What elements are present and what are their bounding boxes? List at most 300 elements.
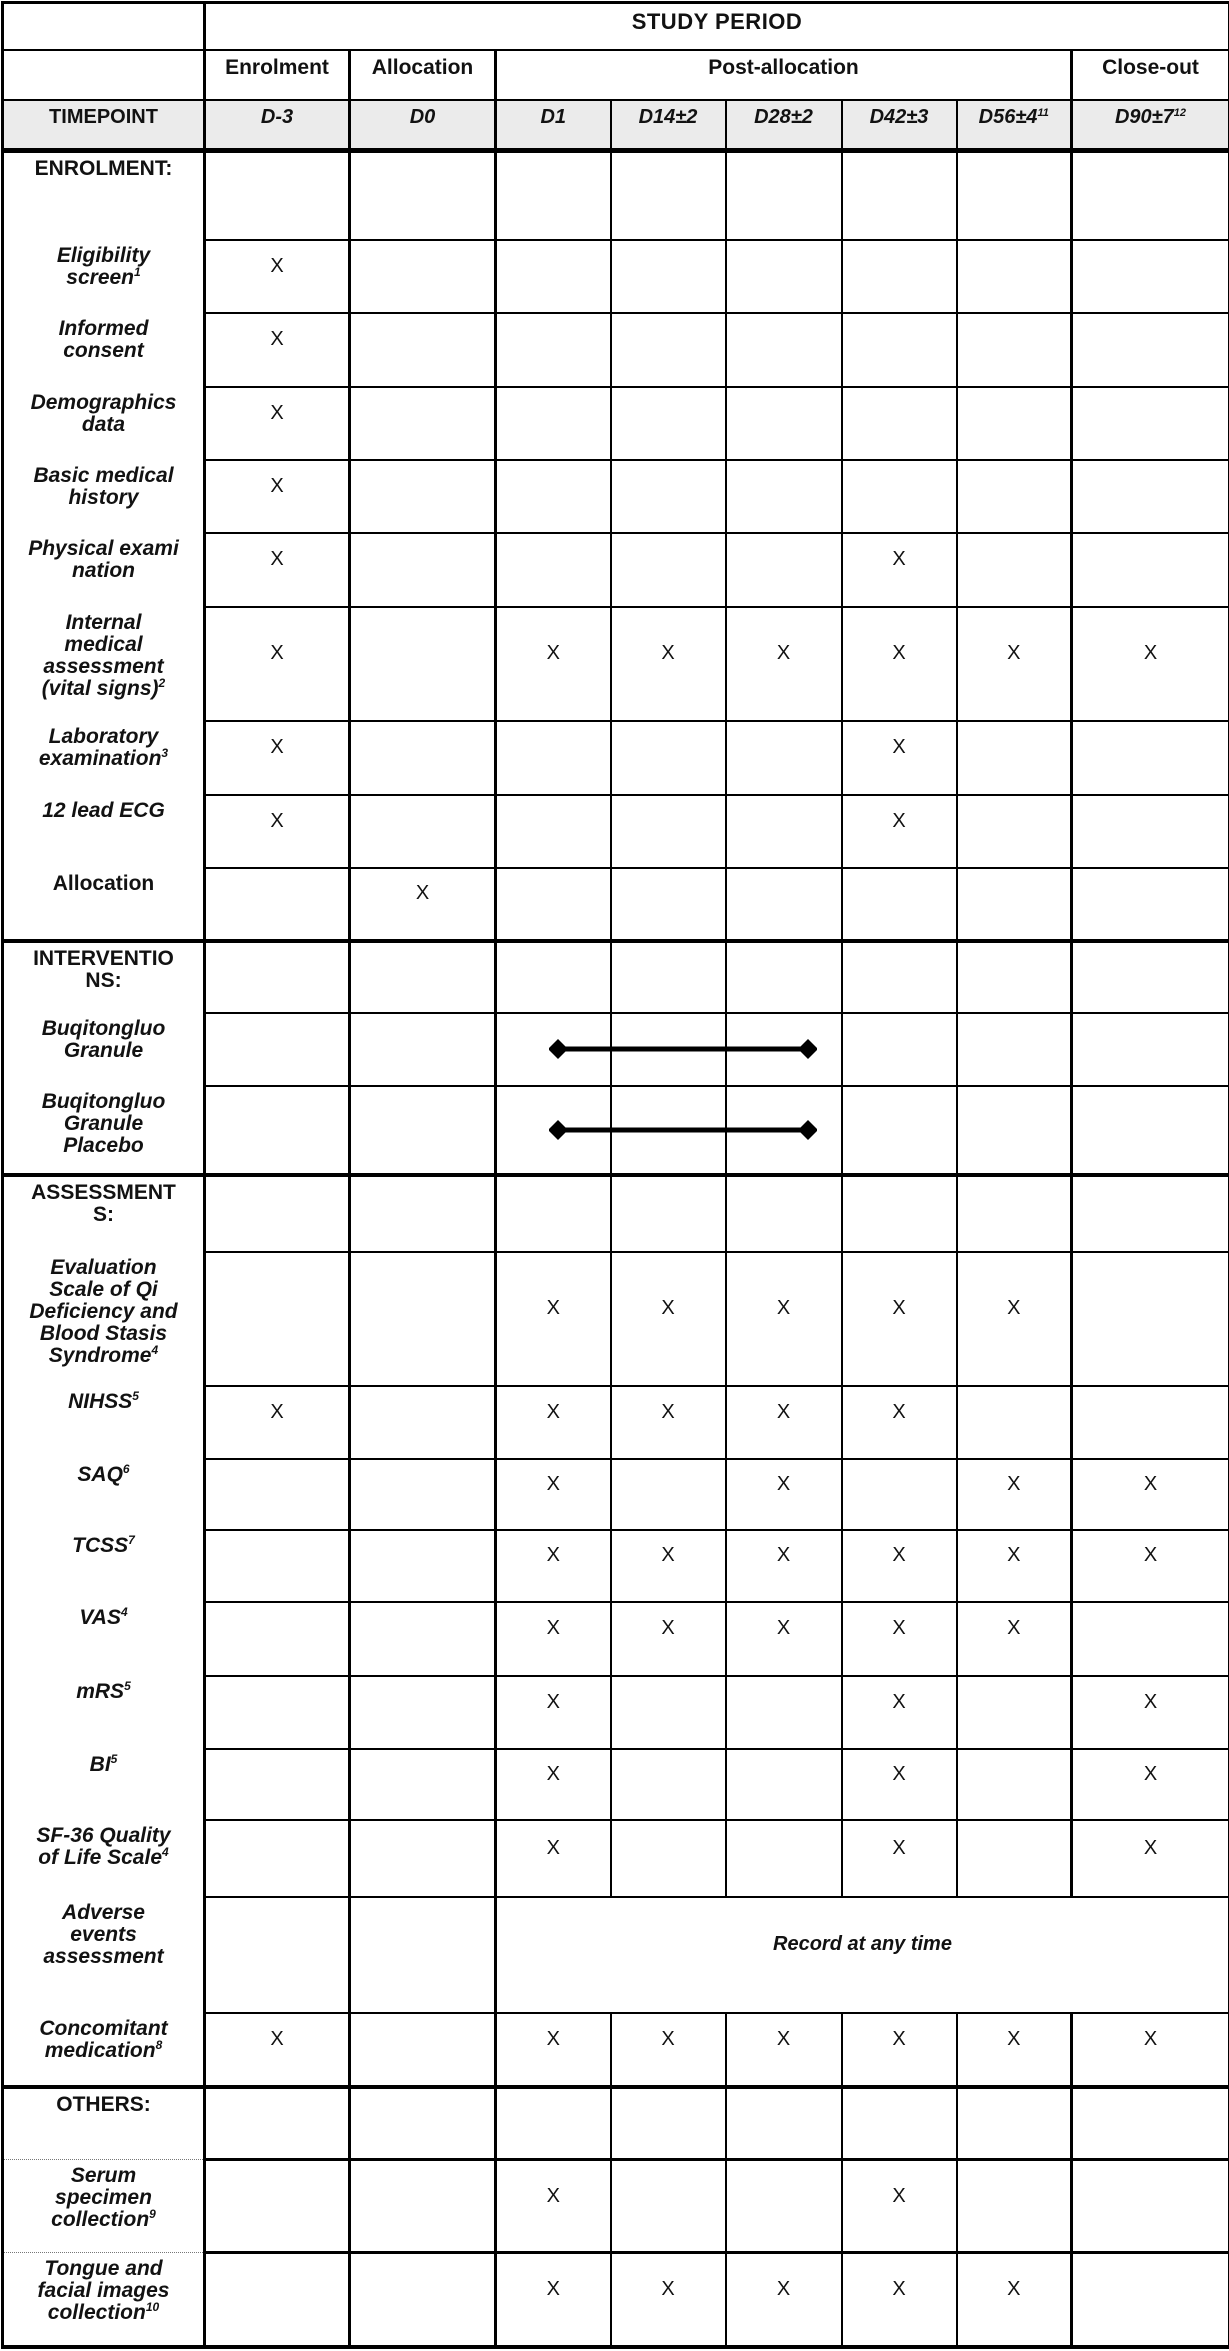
- cell-serum-specimen-collection-d1: [496, 2160, 611, 2253]
- row-serum-specimen-collection: [3, 2160, 1229, 2253]
- footnote-ref: 5: [132, 1389, 139, 1403]
- cell-bi-d0: [350, 1749, 496, 1820]
- x-mark: X: [777, 1401, 790, 1423]
- cell-mrs-d1: [496, 1676, 611, 1749]
- cell-enrolment-section-d56: [957, 151, 1072, 240]
- cell-serum-specimen-collection-d0: [350, 2160, 496, 2253]
- cell-concomitant-medication-d1: [496, 2013, 611, 2087]
- cell-buqitongluo-granule-d42: [842, 1013, 957, 1086]
- cell-nihss-d28: [726, 1386, 842, 1459]
- label-sf-36-quality-of-life: [3, 1820, 205, 1897]
- x-mark: X: [892, 1297, 905, 1319]
- label-eligibility-screen: [3, 240, 205, 313]
- row-tongue-facial-images-collection: [3, 2253, 1229, 2347]
- cell-saq-d14: [611, 1459, 726, 1530]
- label-line: SF-36 Quality: [4, 1825, 203, 1847]
- label-line: Laboratory: [4, 726, 203, 748]
- x-mark: X: [1007, 2028, 1020, 2050]
- cell-concomitant-medication-d-3: [205, 2013, 350, 2087]
- cell-tongue-facial-images-collection-d1: [496, 2253, 611, 2347]
- cell-others-section-d0: [350, 2087, 496, 2160]
- cell-sf-36-quality-of-life-d1: [496, 1820, 611, 1897]
- cell-12-lead-ecg-d28: [726, 795, 842, 868]
- footnote-ref: 3: [161, 746, 168, 760]
- row-vas: [3, 1602, 1229, 1676]
- cell-nihss-d14: [611, 1386, 726, 1459]
- label-saq: [3, 1459, 205, 1530]
- footnote-ref: 11: [1037, 107, 1048, 119]
- cell-12-lead-ecg-d90: [1072, 795, 1229, 868]
- row-laboratory-examination: [3, 721, 1229, 795]
- label-enrolment-section: [3, 151, 205, 240]
- cell-tongue-facial-images-collection-d90: [1072, 2253, 1229, 2347]
- x-mark: X: [1144, 1544, 1157, 1566]
- row-informed-consent: [3, 313, 1229, 387]
- label-line: data: [4, 414, 203, 436]
- x-mark: X: [1144, 1763, 1157, 1785]
- cell-vas-d14: [611, 1602, 726, 1676]
- cell-allocation-d56: [957, 868, 1072, 941]
- period-header-post-allocation: Post-allocation: [496, 50, 1072, 100]
- label-12-lead-ecg: [3, 795, 205, 868]
- cell-laboratory-examination-d28: [726, 721, 842, 795]
- cell-concomitant-medication-d0: [350, 2013, 496, 2087]
- cell-bi-d14: [611, 1749, 726, 1820]
- cell-assessments-section-d56: [957, 1175, 1072, 1252]
- cell-eligibility-screen-d28: [726, 240, 842, 313]
- cell-basic-medical-history-d42: [842, 460, 957, 533]
- cell-physical-examination-d0: [350, 533, 496, 607]
- label-line: 12 lead ECG: [4, 800, 203, 822]
- cell-qi-deficiency-blood-stasis-scale-d14: [611, 1252, 726, 1386]
- timepoint-text: D-3: [261, 106, 293, 128]
- cell-assessments-section-d42: [842, 1175, 957, 1252]
- label-line: VAS$^4$: [4, 1607, 203, 1629]
- cell-basic-medical-history-d28: [726, 460, 842, 533]
- row-sf-36-quality-of-life: [3, 1820, 1229, 1897]
- label-line: Basic medical: [4, 465, 203, 487]
- cell-demographics-data-d28: [726, 387, 842, 460]
- cell-enrolment-section-d14: [611, 151, 726, 240]
- label-line: events: [4, 1924, 203, 1946]
- x-mark: X: [270, 475, 283, 497]
- label-interventions-section: [3, 941, 205, 1013]
- cell-laboratory-examination-d56: [957, 721, 1072, 795]
- cell-tongue-facial-images-collection-d-3: [205, 2253, 350, 2347]
- x-mark: X: [416, 882, 429, 904]
- cell-vas-d1: [496, 1602, 611, 1676]
- label-mrs: [3, 1676, 205, 1749]
- x-mark: X: [547, 2278, 560, 2300]
- label-basic-medical-history: [3, 460, 205, 533]
- timepoint-cell-d42: [842, 100, 957, 151]
- cell-allocation-d1: [496, 868, 611, 941]
- label-concomitant-medication: [3, 2013, 205, 2087]
- label-informed-consent: [3, 313, 205, 387]
- period-header-close-out: Close-out: [1072, 50, 1229, 100]
- cell-allocation-d-3: [205, 868, 350, 941]
- label-line: Buqitongluo: [4, 1018, 203, 1040]
- cell-saq-d90: [1072, 1459, 1229, 1530]
- cell-tcss-d56: [957, 1530, 1072, 1602]
- timepoint-text: D14±2: [639, 106, 698, 128]
- cell-buqitongluo-granule-d14: [611, 1013, 726, 1086]
- cell-buqitongluo-granule-d1: [496, 1013, 611, 1086]
- cell-others-section-d42: [842, 2087, 957, 2160]
- row-basic-medical-history: [3, 460, 1229, 533]
- x-mark: X: [892, 2185, 905, 2207]
- cell-assessments-section-d90: [1072, 1175, 1229, 1252]
- footnote-ref: 8: [156, 2038, 163, 2052]
- cell-enrolment-section-d-3: [205, 151, 350, 240]
- cell-assessments-section-d28: [726, 1175, 842, 1252]
- label-line: Placebo: [4, 1135, 203, 1157]
- row-12-lead-ecg: [3, 795, 1229, 868]
- label-line: SAQ$^6$: [4, 1464, 203, 1486]
- cell-buqitongluo-granule-placebo-d14: [611, 1086, 726, 1175]
- row-saq: [3, 1459, 1229, 1530]
- period-header-row: [3, 50, 1229, 100]
- cell-saq-d56: [957, 1459, 1072, 1530]
- cell-eligibility-screen-d42: [842, 240, 957, 313]
- label-buqitongluo-granule-placebo: [3, 1086, 205, 1175]
- x-mark: X: [547, 1544, 560, 1566]
- cell-interventions-section-d90: [1072, 941, 1229, 1013]
- cell-sf-36-quality-of-life-d42: [842, 1820, 957, 1897]
- cell-saq-d28: [726, 1459, 842, 1530]
- cell-demographics-data-d1: [496, 387, 611, 460]
- cell-physical-examination-d90: [1072, 533, 1229, 607]
- x-mark: X: [661, 1544, 674, 1566]
- x-mark: X: [777, 1617, 790, 1639]
- cell-assessments-section-d14: [611, 1175, 726, 1252]
- cell-vas-d28: [726, 1602, 842, 1676]
- cell-basic-medical-history-d0: [350, 460, 496, 533]
- x-mark: X: [547, 1617, 560, 1639]
- x-mark: X: [270, 2028, 283, 2050]
- timepoint-text: D0: [410, 106, 436, 128]
- x-mark: X: [777, 2278, 790, 2300]
- corner-cell: [3, 3, 205, 50]
- label-line: Internal: [4, 612, 203, 634]
- label-line: Physical exami: [4, 538, 203, 560]
- x-mark: X: [777, 2028, 790, 2050]
- x-mark: X: [661, 2028, 674, 2050]
- row-eligibility-screen: [3, 240, 1229, 313]
- label-laboratory-examination: [3, 721, 205, 795]
- cell-saq-d-3: [205, 1459, 350, 1530]
- footnote-ref: 2: [159, 676, 166, 690]
- cell-laboratory-examination-d90: [1072, 721, 1229, 795]
- timepoint-cell-d1: [496, 100, 611, 151]
- row-interventions-section: [3, 941, 1229, 1013]
- cell-enrolment-section-d90: [1072, 151, 1229, 240]
- cell-physical-examination-d-3: [205, 533, 350, 607]
- cell-nihss-d42: [842, 1386, 957, 1459]
- x-mark: X: [1007, 642, 1020, 664]
- x-mark: X: [547, 1837, 560, 1859]
- label-line: TCSS$^7$: [4, 1535, 203, 1557]
- label-line: ENROLMENT:: [4, 158, 203, 180]
- row-adverse-events-assessment: [3, 1897, 1229, 2013]
- cell-tcss-d-3: [205, 1530, 350, 1602]
- cell-concomitant-medication-d90: [1072, 2013, 1229, 2087]
- label-line: screen$^1$: [4, 267, 203, 289]
- period-row-blank-cell: [3, 50, 205, 100]
- footnote-ref: 12: [1174, 107, 1186, 119]
- x-mark: X: [892, 1837, 905, 1859]
- cell-serum-specimen-collection-d-3: [205, 2160, 350, 2253]
- cell-tongue-facial-images-collection-d0: [350, 2253, 496, 2347]
- footnote-ref: 6: [123, 1462, 130, 1476]
- cell-others-section-d14: [611, 2087, 726, 2160]
- cell-mrs-d56: [957, 1676, 1072, 1749]
- timepoint-cell-d14: [611, 100, 726, 151]
- cell-serum-specimen-collection-d90: [1072, 2160, 1229, 2253]
- cell-basic-medical-history-d56: [957, 460, 1072, 533]
- cell-tcss-d14: [611, 1530, 726, 1602]
- cell-internal-medical-assessment-d28: [726, 607, 842, 721]
- cell-tcss-d1: [496, 1530, 611, 1602]
- timepoint-cell-d0: [350, 100, 496, 151]
- cell-informed-consent-d0: [350, 313, 496, 387]
- cell-interventions-section-d14: [611, 941, 726, 1013]
- timepoint-cell-d28: [726, 100, 842, 151]
- label-line: Serum: [4, 2165, 203, 2187]
- row-bi: [3, 1749, 1229, 1820]
- cell-internal-medical-assessment-d-3: [205, 607, 350, 721]
- cell-eligibility-screen-d90: [1072, 240, 1229, 313]
- cell-mrs-d-3: [205, 1676, 350, 1749]
- cell-laboratory-examination-d-3: [205, 721, 350, 795]
- label-buqitongluo-granule: [3, 1013, 205, 1086]
- x-mark: X: [777, 642, 790, 664]
- label-line: Buqitongluo: [4, 1091, 203, 1113]
- cell-qi-deficiency-blood-stasis-scale-d0: [350, 1252, 496, 1386]
- cell-enrolment-section-d42: [842, 151, 957, 240]
- cell-adverse-events-assessment-d-3: [205, 1897, 350, 2013]
- label-assessments-section: [3, 1175, 205, 1252]
- cell-others-section-d28: [726, 2087, 842, 2160]
- label-line: collection$^{10}$: [4, 2302, 203, 2324]
- label-line: Evaluation: [4, 1257, 203, 1279]
- cell-demographics-data-d14: [611, 387, 726, 460]
- label-vas: [3, 1602, 205, 1676]
- cell-mrs-d90: [1072, 1676, 1229, 1749]
- x-mark: X: [892, 2028, 905, 2050]
- cell-nihss-d-3: [205, 1386, 350, 1459]
- x-mark: X: [892, 810, 905, 832]
- cell-allocation-d90: [1072, 868, 1229, 941]
- cell-others-section-d-3: [205, 2087, 350, 2160]
- label-line: nation: [4, 560, 203, 582]
- x-mark: X: [892, 1691, 905, 1713]
- x-mark: X: [547, 1763, 560, 1785]
- timepoint-label: TIMEPOINT: [3, 100, 205, 151]
- x-mark: X: [1007, 2278, 1020, 2300]
- cell-eligibility-screen-d56: [957, 240, 1072, 313]
- x-mark: X: [661, 1297, 674, 1319]
- label-allocation: [3, 868, 205, 941]
- cell-laboratory-examination-d42: [842, 721, 957, 795]
- cell-buqitongluo-granule-d28: [726, 1013, 842, 1086]
- cell-concomitant-medication-d56: [957, 2013, 1072, 2087]
- cell-basic-medical-history-d1: [496, 460, 611, 533]
- label-line: Blood Stasis: [4, 1323, 203, 1345]
- label-line: $BI^5$: [4, 1754, 203, 1776]
- x-mark: X: [547, 1401, 560, 1423]
- x-mark: X: [892, 1763, 905, 1785]
- cell-bi-d1: [496, 1749, 611, 1820]
- cell-vas-d90: [1072, 1602, 1229, 1676]
- x-mark: X: [1144, 1473, 1157, 1495]
- label-line: examination$^3$: [4, 748, 203, 770]
- cell-12-lead-ecg-d1: [496, 795, 611, 868]
- x-mark: X: [270, 1401, 283, 1423]
- cell-informed-consent-d56: [957, 313, 1072, 387]
- cell-vas-d42: [842, 1602, 957, 1676]
- label-line: Demographics: [4, 392, 203, 414]
- cell-informed-consent-d1: [496, 313, 611, 387]
- cell-interventions-section-d56: [957, 941, 1072, 1013]
- cell-interventions-section-d28: [726, 941, 842, 1013]
- cell-interventions-section-d-3: [205, 941, 350, 1013]
- footnote-ref: 4: [121, 1605, 128, 1619]
- cell-serum-specimen-collection-d42: [842, 2160, 957, 2253]
- cell-allocation-d0: [350, 868, 496, 941]
- label-line: assessment: [4, 656, 203, 678]
- x-mark: X: [547, 1473, 560, 1495]
- x-mark: X: [1144, 2028, 1157, 2050]
- cell-laboratory-examination-d0: [350, 721, 496, 795]
- label-line: NS:: [4, 970, 203, 992]
- label-line: medication$^8$: [4, 2040, 203, 2062]
- label-line: Scale of Qi: [4, 1279, 203, 1301]
- cell-bi-d90: [1072, 1749, 1229, 1820]
- cell-demographics-data-d0: [350, 387, 496, 460]
- cell-nihss-d0: [350, 1386, 496, 1459]
- x-mark: X: [777, 1297, 790, 1319]
- timepoint-text: D42±3: [870, 106, 929, 128]
- cell-buqitongluo-granule-placebo-d56: [957, 1086, 1072, 1175]
- x-mark: X: [661, 1617, 674, 1639]
- x-mark: X: [547, 1691, 560, 1713]
- cell-interventions-section-d1: [496, 941, 611, 1013]
- cell-demographics-data-d42: [842, 387, 957, 460]
- x-mark: X: [1007, 1473, 1020, 1495]
- label-line: of Life Scale$^4$: [4, 1847, 203, 1869]
- row-others-section: [3, 2087, 1229, 2160]
- cell-sf-36-quality-of-life-d-3: [205, 1820, 350, 1897]
- cell-bi-d56: [957, 1749, 1072, 1820]
- x-mark: X: [777, 1544, 790, 1566]
- cell-enrolment-section-d1: [496, 151, 611, 240]
- cell-serum-specimen-collection-d28: [726, 2160, 842, 2253]
- cell-concomitant-medication-d14: [611, 2013, 726, 2087]
- footnote-ref: 4: [162, 1845, 169, 1859]
- record-anytime-note: Record at any time: [496, 1897, 1229, 2013]
- timepoint-text: D28±2: [754, 106, 813, 128]
- label-bi: [3, 1749, 205, 1820]
- cell-informed-consent-d42: [842, 313, 957, 387]
- study-period-title: STUDY PERIOD: [205, 3, 1229, 50]
- cell-basic-medical-history-d14: [611, 460, 726, 533]
- footnote-ref: 5: [111, 1752, 118, 1766]
- cell-allocation-d42: [842, 868, 957, 941]
- footnote-ref: 9: [149, 2207, 156, 2221]
- label-line: S:: [4, 1204, 203, 1226]
- row-physical-examination: [3, 533, 1229, 607]
- cell-sf-36-quality-of-life-d90: [1072, 1820, 1229, 1897]
- x-mark: X: [892, 642, 905, 664]
- row-demographics-data: [3, 387, 1229, 460]
- x-mark: X: [270, 548, 283, 570]
- label-line: ASSESSMENT: [4, 1182, 203, 1204]
- label-line: Tongue and: [4, 2258, 203, 2280]
- footnote-ref: 7: [128, 1533, 135, 1547]
- label-serum-specimen-collection: [3, 2160, 205, 2253]
- cell-allocation-d28: [726, 868, 842, 941]
- cell-tcss-d42: [842, 1530, 957, 1602]
- cell-internal-medical-assessment-d90: [1072, 607, 1229, 721]
- label-tongue-facial-images-collection: [3, 2253, 205, 2347]
- x-mark: X: [661, 642, 674, 664]
- cell-buqitongluo-granule-d56: [957, 1013, 1072, 1086]
- footnote-ref: 5: [124, 1679, 131, 1693]
- x-mark: X: [1007, 1297, 1020, 1319]
- cell-12-lead-ecg-d14: [611, 795, 726, 868]
- x-mark: X: [547, 1297, 560, 1319]
- x-mark: X: [270, 328, 283, 350]
- cell-buqitongluo-granule-placebo-d0: [350, 1086, 496, 1175]
- cell-interventions-section-d42: [842, 941, 957, 1013]
- cell-12-lead-ecg-d0: [350, 795, 496, 868]
- label-line: OTHERS:: [4, 2094, 203, 2116]
- row-enrolment-section: [3, 151, 1229, 240]
- cell-vas-d-3: [205, 1602, 350, 1676]
- row-concomitant-medication: [3, 2013, 1229, 2087]
- cell-sf-36-quality-of-life-d14: [611, 1820, 726, 1897]
- label-line: medical: [4, 634, 203, 656]
- cell-serum-specimen-collection-d56: [957, 2160, 1072, 2253]
- cell-buqitongluo-granule-placebo-d1: [496, 1086, 611, 1175]
- row-qi-deficiency-blood-stasis-scale: [3, 1252, 1229, 1386]
- label-line: Syndrome$^4$: [4, 1345, 203, 1367]
- period-header-allocation: Allocation: [350, 50, 496, 100]
- label-line: Granule: [4, 1113, 203, 1135]
- x-mark: X: [1144, 642, 1157, 664]
- x-mark: X: [1144, 1837, 1157, 1859]
- cell-eligibility-screen-d-3: [205, 240, 350, 313]
- label-line: (vital signs)$^2$: [4, 678, 203, 700]
- cell-informed-consent-d90: [1072, 313, 1229, 387]
- x-mark: X: [661, 1401, 674, 1423]
- cell-assessments-section-d0: [350, 1175, 496, 1252]
- row-allocation: [3, 868, 1229, 941]
- cell-internal-medical-assessment-d1: [496, 607, 611, 721]
- cell-interventions-section-d0: [350, 941, 496, 1013]
- cell-qi-deficiency-blood-stasis-scale-d90: [1072, 1252, 1229, 1386]
- cell-demographics-data-d56: [957, 387, 1072, 460]
- footnote-ref: 4: [152, 1343, 159, 1357]
- study-period-row: [3, 3, 1229, 50]
- label-line: mRS$^5$: [4, 1681, 203, 1703]
- cell-assessments-section-d1: [496, 1175, 611, 1252]
- cell-physical-examination-d28: [726, 533, 842, 607]
- label-demographics-data: [3, 387, 205, 460]
- cell-concomitant-medication-d42: [842, 2013, 957, 2087]
- label-line: Concomitant: [4, 2018, 203, 2040]
